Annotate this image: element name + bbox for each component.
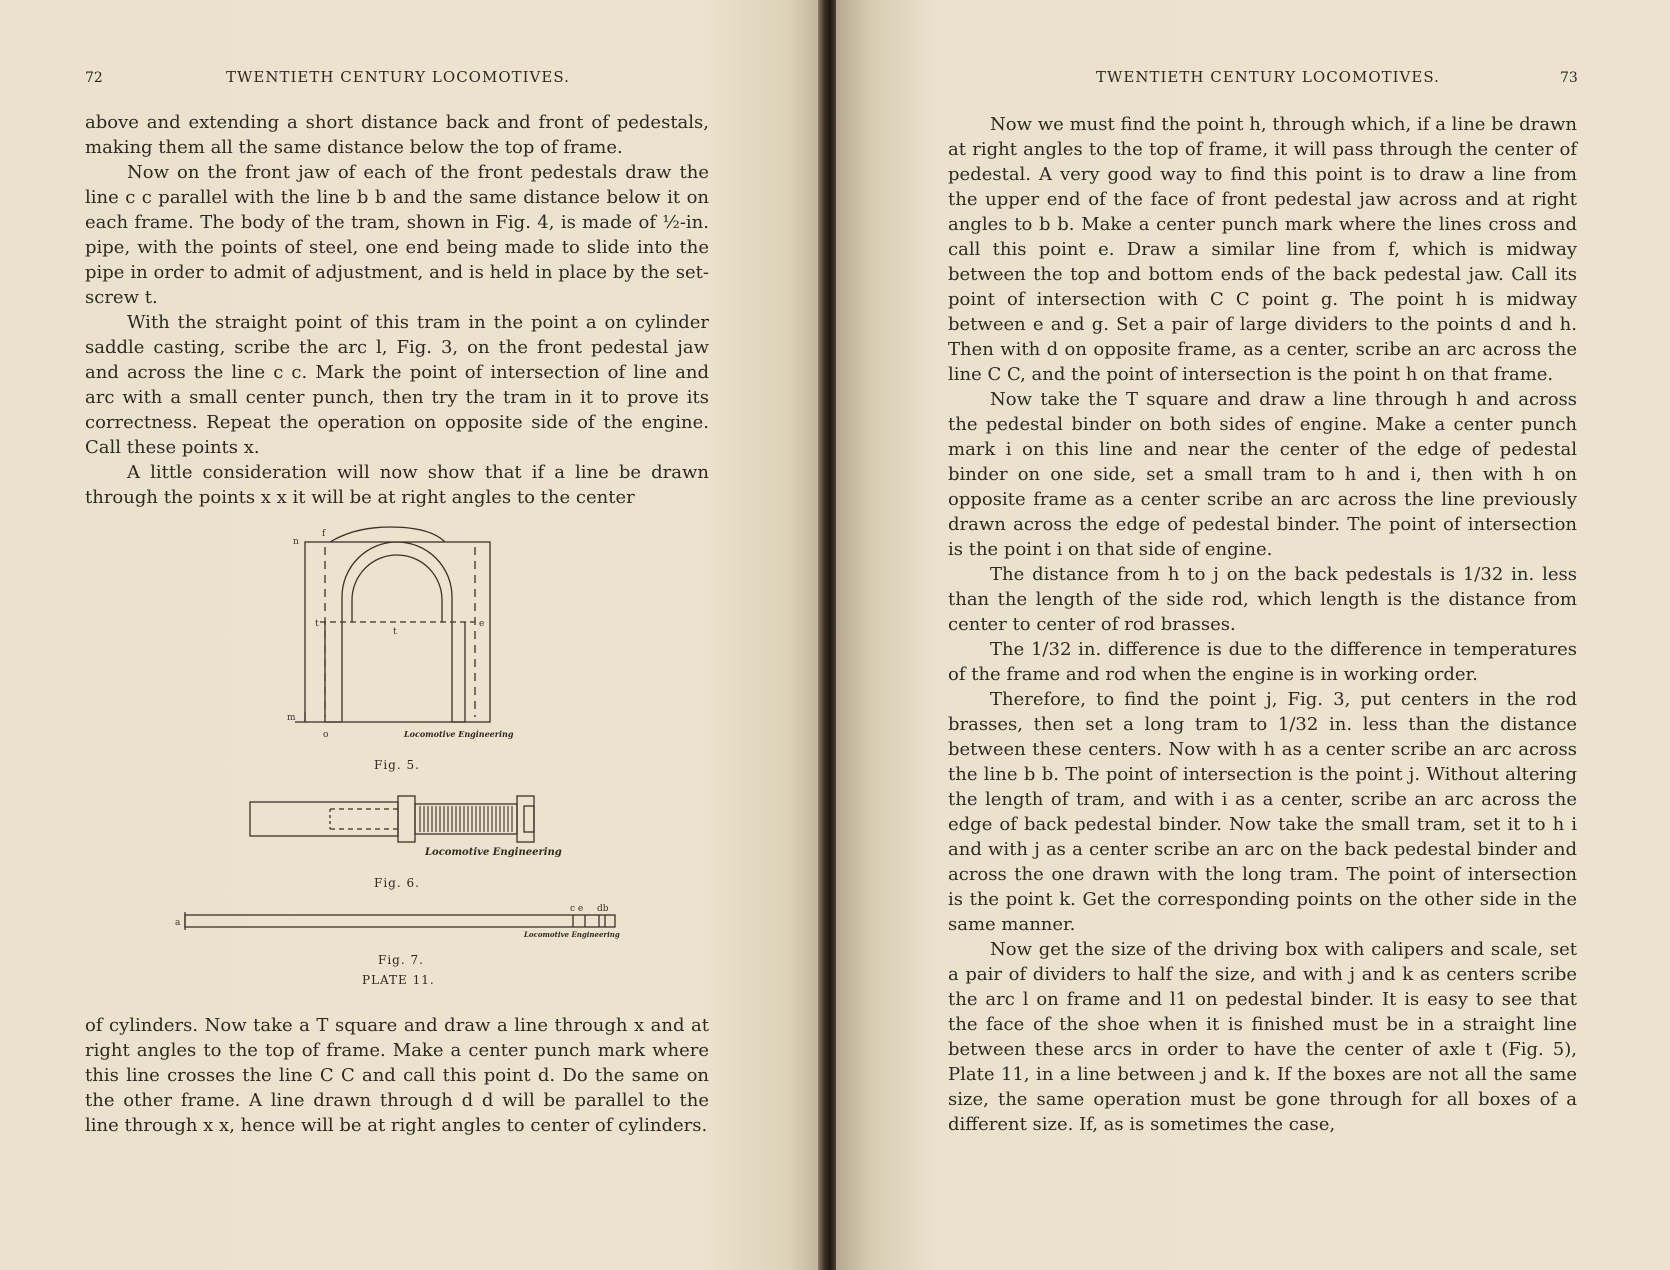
paragraph: Now get the size of the driving box with calipers and scale, set a pair of dividers to half the size, and with j and k as centers scribe the arc l on frame and l1 on pedestal binder. It is easy to see that the face of the shoe when it is finished must be in a straight line between these arcs in order to have the center of axle t (Fig. 5), Plate 11, in a line between j and k. If the boxes are not all the same size, the same operation must be gone through for all boxes of a different size. If, as is sometimes the case,: [948, 939, 1577, 1135]
fig5-label-tick: t: [315, 619, 319, 629]
fig5-credit: Locomotive Engineering: [404, 729, 514, 739]
fig7-label-ce: c e: [570, 904, 584, 914]
fig5-top-arc: [330, 527, 445, 542]
fig7-caption: Fig. 7.: [378, 953, 424, 967]
running-head-right: TWENTIETH CENTURY LOCOMOTIVES.: [1096, 68, 1440, 86]
paragraph: The distance from h to j on the back pedestals is 1/32 in. less than the length of the side rod, which length is the distance from center to center of rod brasses.: [948, 564, 1577, 635]
fig7-diagram: [175, 900, 625, 932]
left-text-bottom: [85, 1013, 709, 1138]
plate-caption: PLATE 11.: [362, 973, 435, 987]
fig5-diagram: [285, 522, 525, 742]
fig5-label-m: m: [287, 713, 296, 723]
fig5-outer-arch: [342, 542, 452, 622]
fig6-thread-lines: [420, 806, 512, 832]
fig5-label-f: f: [322, 529, 326, 539]
fig5-label-o: o: [323, 730, 329, 740]
right-page: [836, 0, 1670, 1270]
fig7-label-a: a: [175, 918, 181, 928]
fig6-credit: Locomotive Engineering: [425, 847, 562, 858]
paragraph: With the straight point of this tram in the point a on cylinder saddle casting, scribe the arc l, Fig. 3, on the front pedestal jaw and across the line c c. Mark the point of intersection of line and arc with a small center punch, then try the tram in it to prove its correctness. Repeat the operation on opposite side of the engine. Call these points x.: [85, 312, 709, 458]
paragraph: above and extending a short distance back and front of pedestals, making them all the same distance below the top of frame.: [85, 112, 709, 158]
running-head-left: TWENTIETH CENTURY LOCOMOTIVES.: [226, 68, 570, 86]
fig7-credit: Locomotive Engineering: [524, 930, 620, 939]
paragraph: Now on the front jaw of each of the front pedestals draw the line c c parallel with the line b b and the same distance below it on each frame. The body of the tram, shown in Fig. 4, is made of ½-in. pipe, with the points of steel, one end being made to slide into the pipe in order to admit of adjustment, and is held in place by the set-screw t.: [85, 162, 709, 308]
fig6-diagram: [248, 792, 553, 844]
left-text-top: [85, 110, 709, 510]
fig5-label-n: n: [293, 537, 299, 547]
fig5-label-t: t: [393, 627, 397, 637]
fig6-nut: [398, 796, 415, 842]
right-text: [948, 112, 1577, 1137]
page-number-left: 72: [85, 70, 103, 86]
left-page: [0, 0, 822, 1270]
paragraph: Now we must find the point h, through which, if a line be drawn at right angles to the top of frame, it will pass through the center of pedestal. A very good way to find this point is to draw a line from the upper end of the face of front pedestal jaw across and at right angles to b b. Make a center punch mark where the lines cross and call this point e. Draw a similar line from f, which is midway between the top and bottom ends of the back pedestal jaw. Call its point of intersection with C C point g. The point h is midway between e and g. Set a pair of large dividers to the points d and h. Then with d on opposite frame, as a center, scribe an arc across the line C C, and the point of intersection is the point h on that frame.: [948, 114, 1577, 385]
fig5-caption: Fig. 5.: [374, 758, 420, 772]
fig5-inner-arch: [352, 555, 442, 622]
fig6-caption: Fig. 6.: [374, 876, 420, 890]
paragraph: of cylinders. Now take a T square and draw a line through x and at right angles to the top of frame. Make a center punch mark where this line crosses the line C C and call this point d. Do the same on the other frame. A line drawn through d d will be parallel to the line through x x, hence will be at right angles to center of cylinders.: [85, 1015, 709, 1136]
fig6-head: [517, 796, 534, 842]
fig7-bar: [185, 915, 615, 927]
fig7-label-db: db: [597, 904, 609, 914]
paragraph: The 1/32 in. difference is due to the difference in temperatures of the frame and rod when the engine is in working order.: [948, 639, 1577, 685]
paragraph: Now take the T square and draw a line through h and across the pedestal binder on both sides of engine. Make a center punch mark i on this line and near the center of the edge of pedestal binder on one side, set a small tram to h and i, then with h on opposite frame as a center scribe an arc across the line previously drawn across the edge of pedestal binder. The point of intersection is the point i on that side of engine.: [948, 389, 1577, 560]
fig6-sleeve: [250, 802, 398, 836]
paragraph: A little consideration will now show that if a line be drawn through the points x x it will be at right angles to the center: [85, 462, 709, 508]
page-number-right: 73: [1560, 70, 1578, 86]
paragraph: Therefore, to find the point j, Fig. 3, put centers in the rod brasses, then set a long tram to 1/32 in. less than the distance between these centers. Now with h as a center scribe an arc across the line b b. The point of intersection is the point j. Without altering the length of tram, and with i as a center, scribe an arc across the edge of back pedestal binder. Now take the small tram, set it to h i and with j as a center scribe an arc on the back pedestal binder and across the one drawn with the long tram. The point of intersection is the point k. Get the corresponding points on the other side in the same manner.: [948, 689, 1577, 935]
fig5-label-e: e: [479, 619, 485, 629]
fig6-thread: [415, 804, 517, 834]
fig5-frame-outline: [305, 542, 490, 722]
